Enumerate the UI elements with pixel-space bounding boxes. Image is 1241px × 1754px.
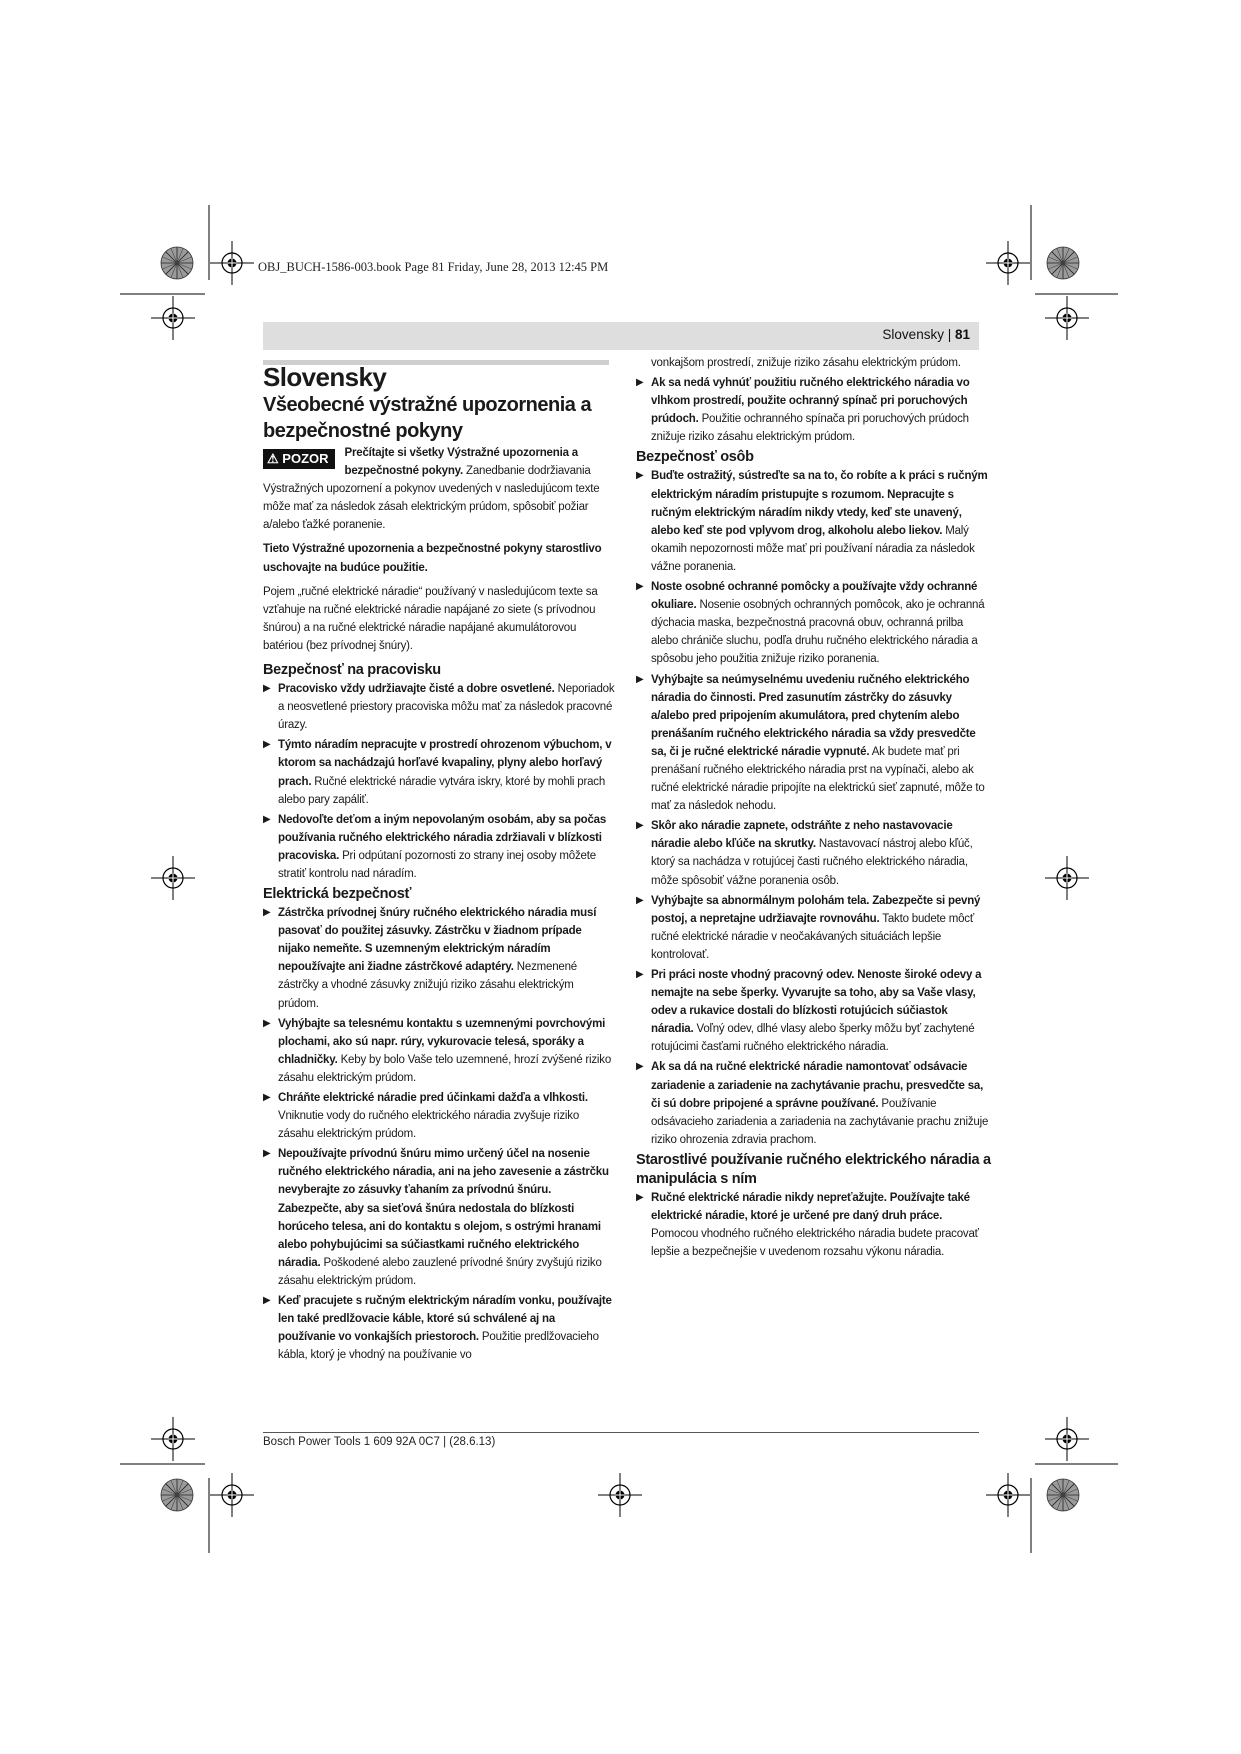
bullet-triangle-icon: ▶ <box>636 1061 644 1073</box>
term-definition: Pojem „ručné elektrické náradie“ používaný v nasledujúcom texte sa vzťahuje na ručné elektrické náradie napájané zo siete (s prívodnou šnúrou) a na ručné elektrické náradie napájané akumulátorovou batériou (bez prívodnej šnúry). <box>263 585 598 652</box>
item-text: Ručné elektrické náradie vytvára iskry, ktoré by mohli prach alebo pary zapáliť. <box>278 775 606 806</box>
item-text: Použitie ochranného spínača pri poruchových prúdoch znižuje riziko zásahu elektrickým prúdom. <box>651 413 969 444</box>
registration-mark <box>1045 296 1089 340</box>
item-text: Používanie odsávacieho zariadenia a zariadenia na zachytávanie prachu znižuje riziko ohrozenia zdravia prachom. <box>651 1097 989 1146</box>
list-item <box>636 374 992 446</box>
item-bold: Vyhýbajte sa neúmyselnému uvedeniu ručného elektrického náradia do činnosti. Pred zasunutím zástrčky do zásuvky a/alebo pred pripojením akumulátora, pred chytením alebo prenášaním ručného elektrického náradia sa vždy presvedčte sa, či je ručné elektrické náradie vypnuté. <box>651 673 976 758</box>
item-text: Nosenie osobných ochranných pomôcok, ako je ochranná dýchacia maska, bezpečnostná pracovná obuv, ochranná prilba alebo chrániče sluchu, podľa druhu ručného elektrického náradia a spôsobu jeho použitia znižuje riziko poranenia. <box>651 599 985 666</box>
list-item <box>263 680 615 734</box>
registration-mark <box>986 241 1030 285</box>
warning-triangle-icon: ⚠ <box>267 451 279 466</box>
bullet-triangle-icon: ▶ <box>263 1092 271 1103</box>
item-bold: Ručné elektrické náradie nikdy nepreťažujte. Používajte také elektrické náradie, ktoré je určené pre daný druh práce. <box>651 1191 970 1223</box>
persons-list <box>636 467 992 1148</box>
item-bold: Vyhýbajte sa abnormálnym polohám tela. Zabezpečte si pevný postoj, a nepretajne udržiavajte rovnováhu. <box>651 894 981 925</box>
bullet-triangle-icon: ▶ <box>263 1295 271 1307</box>
item-text: Keby by bolo Vaše telo uzemnené, hrozí zvýšené riziko zásahu elektrickým prúdom. <box>278 1053 612 1084</box>
bullet-triangle-icon: ▶ <box>636 969 644 980</box>
item-text: Nastavovací nástroj alebo kľúč, ktorý sa nachádza v rotujúcej časti ručného elektrického náradia, môže spôsobiť vážne poranenia osôb. <box>651 838 973 887</box>
color-target <box>161 247 193 279</box>
item-bold: Nedovoľte deťom a iným nepovolaným osobám, aby sa počas používania ručného elektrického náradia zdržiavali v blízkosti pracoviska. <box>278 813 607 862</box>
registration-mark <box>1045 856 1089 900</box>
registration-mark <box>210 241 254 285</box>
list-item <box>636 892 992 964</box>
print-slug: OBJ_BUCH-1586-003.book Page 81 Friday, June 28, 2013 12:45 PM <box>258 260 609 274</box>
bullet-triangle-icon: ▶ <box>636 470 644 482</box>
item-text: Nezmenené zástrčky a vhodné zásuvky znižujú riziko zásahu elektrickým prúdom. <box>278 961 577 1010</box>
registration-mark <box>151 296 195 340</box>
continuation-text: vonkajšom prostredí, znižuje riziko zásahu elektrickým prúdom. <box>651 357 961 369</box>
bullet-triangle-icon: ▶ <box>636 894 644 906</box>
list-item <box>636 671 992 816</box>
color-target <box>1047 1479 1079 1511</box>
warning-bold: Prečítajte si všetky Výstražné upozornenia a bezpečnostné pokyny. <box>344 447 578 478</box>
page-footer: Bosch Power Tools 1 609 92A 0C7 | (28.6.13) <box>263 1436 496 1448</box>
item-bold: Týmto náradím nepracujte v prostredí ohrozenom výbuchom, v ktorom sa nachádzajú horľavé kvapaliny, plyny alebo horľavý prach. <box>278 739 612 788</box>
list-item <box>636 578 992 668</box>
item-text: Malý okamih nepozornosti môže mať pri používaní náradia za následok vážne poranenia. <box>651 524 975 573</box>
list-item <box>263 1089 615 1143</box>
registration-mark <box>151 1417 195 1461</box>
item-text: Vniknutie vody do ručného elektrického náradia zvyšuje riziko zásahu elektrickým prúdom. <box>278 1110 580 1141</box>
bullet-triangle-icon: ▶ <box>636 673 644 685</box>
list-item <box>263 736 615 808</box>
registration-mark <box>1045 1417 1089 1461</box>
heading-electrical: Elektrická bezpečnosť <box>263 886 412 903</box>
bullet-triangle-icon: ▶ <box>263 1017 271 1029</box>
careful-list <box>636 1189 992 1261</box>
registration-mark <box>151 856 195 900</box>
color-target <box>1047 247 1079 279</box>
item-bold: Keď pracujete s ručným elektrickým náradím vonku, používajte len také predlžovacie káble, ktoré sú schválené aj na používanie vo vonkajších priestoroch. <box>278 1295 612 1344</box>
left-column <box>263 362 615 1366</box>
color-target <box>161 1479 193 1511</box>
warning-badge-label: POZOR <box>282 451 329 466</box>
item-bold: Noste osobné ochranné pomôcky a používajte vždy ochranné okuliare. <box>651 581 978 612</box>
item-text: Použitie predlžovacieho kábla, ktorý je vhodný na používanie vo <box>278 1331 599 1362</box>
list-item <box>263 811 615 883</box>
list-item <box>263 1292 615 1364</box>
item-text: Pomocou vhodného ručného elektrického náradia budete pracovať lepšie a bezpečnejšie v uvedenom rozsahu výkonu náradia. <box>651 1228 979 1259</box>
bullet-triangle-icon: ▶ <box>263 739 271 751</box>
list-item <box>636 817 992 889</box>
item-bold: Pri práci noste vhodný pracovný odev. Nenoste široké odevy a nemajte na sebe šperky. Vyvarujte sa toho, aby sa Vaše vlasy, odev a rukavice dostali do blízkosti rotujúcich súčiastok náradia. <box>651 969 982 1036</box>
item-text: Pri odpútaní pozornosti zo strany inej osoby môžete stratiť kontrolu nad náradím. <box>278 849 596 880</box>
item-bold: Vyhýbajte sa telesnému kontaktu s uzemnenými povrchovými plochami, ako sú napr. rúry, vykurovacie telesá, sporáky a chladničky. <box>278 1017 606 1066</box>
bullet-triangle-icon: ▶ <box>263 907 271 919</box>
heading-workplace: Bezpečnosť na pracovisku <box>263 662 441 679</box>
heading-persons: Bezpečnosť osôb <box>636 449 754 466</box>
list-item <box>636 467 992 576</box>
page-title: Slovensky <box>263 362 387 392</box>
list-item <box>636 966 992 1056</box>
warning-paragraph <box>263 444 615 534</box>
page-header-bar <box>263 322 979 350</box>
item-text: Takto budete môcť ručné elektrické náradie v neočakávaných situáciách lepšie kontrolovať. <box>651 912 974 961</box>
item-bold: Pracovisko vždy udržiavajte čisté a dobre osvetlené. <box>278 683 555 696</box>
item-bold: Skôr ako náradie zapnete, odstráňte z neho nastavovacie náradie alebo kľúče na skrutky. <box>651 820 953 851</box>
registration-mark <box>598 1473 642 1517</box>
keep-instructions <box>263 540 615 576</box>
section-title: Všeobecné výstražné upozornenia a bezpečnostné pokyny <box>263 394 592 442</box>
registration-mark <box>986 1473 1030 1517</box>
item-bold: Zástrčka prívodnej šnúry ručného elektrického náradia musí pasovať do použitej zásuvky. Zástrčku v žiadnom prípade nijako nemeňte. S uzemneným elektrickým náradím nepoužívajte ani žiadne zástrčkové adaptéry. <box>278 907 597 974</box>
item-bold: Chráňte elektrické náradie pred účinkami dažďa a vlhkosti. <box>278 1092 588 1104</box>
page-header: Slovensky | 81 <box>882 327 970 342</box>
workplace-list <box>263 680 615 883</box>
list-item <box>263 1015 615 1087</box>
bullet-triangle-icon: ▶ <box>263 1148 271 1160</box>
item-text: Poškodené alebo zauzlené prívodné šnúry zvyšujú riziko zásahu elektrickým prúdom. <box>278 1256 602 1287</box>
item-text: Neporiadok a neosvetlené priestory pracoviska môžu mať za následok pracovné úrazy. <box>278 683 615 732</box>
warning-badge <box>263 449 335 469</box>
page-number: 81 <box>954 327 970 342</box>
item-bold: Ak sa dá na ručné elektrické náradie namontovať odsávacie zariadenie a zariadenie na zachytávanie prachu, presvedčte sa, či sú dobre pripojené a správne používané. <box>651 1061 984 1110</box>
list-item <box>263 904 615 1013</box>
bullet-triangle-icon: ▶ <box>263 813 271 825</box>
bullet-triangle-icon: ▶ <box>636 820 644 832</box>
keep-bold: Tieto Výstražné upozornenia a bezpečnostné pokyny starostlivo uschovajte na budúce použitie. <box>263 543 602 574</box>
warning-text: Zanedbanie dodržiavania Výstražných upozornení a pokynov uvedených v nasledujúcom texte môže mať za následok zásah elektrickým prúdom, spôsobiť požiar a/alebo ťažké poranenie. <box>263 465 600 532</box>
electrical-list <box>263 904 615 1364</box>
item-bold: Nepoužívajte prívodnú šnúru mimo určený účel na nosenie ručného elektrického náradia, ani na jeho zavesenie a zástrčku nevyberajte zo zásuvky ťahaním za prívodnú šnúru. Zabezpečte, aby sa sieťová šnúra nedostala do blízkosti horúceho telesa, ani do kontaktu s olejom, s ostrými hranami alebo pohybujúcimi sa súčiastkami ručného elektrického náradia. <box>278 1148 609 1269</box>
bullet-triangle-icon: ▶ <box>263 683 271 695</box>
footer-rule <box>263 1432 979 1433</box>
list-item <box>636 1058 992 1148</box>
bullet-triangle-icon: ▶ <box>636 1191 644 1203</box>
registration-mark <box>210 1473 254 1517</box>
item-text: Ak budete mať pri prenášaní ručného elektrického náradia prst na vypínači, alebo ak ručné elektrické náradie pripojíte na elektrickú sieť zapnuté, môže to mať za následok nehodu. <box>651 745 985 813</box>
bullet-triangle-icon: ▶ <box>636 377 644 389</box>
header-language: Slovensky <box>882 327 944 342</box>
list-item <box>263 1145 615 1290</box>
heading-careful-use: Starostlivé používanie ručného elektrického náradia a manipulácia s ním <box>636 1151 991 1187</box>
item-bold: Buďte ostražitý, sústreďte sa na to, čo robíte a k práci s ručným elektrickým náradím pristupujte s rozumom. Nepracujte s ručným elektrickým náradím nikdy vtedy, keď ste unavený, alebo keď ste pod vplyvom drog, alkoholu alebo liekov. <box>651 470 988 537</box>
list-item <box>636 1189 992 1261</box>
right-column <box>636 354 992 1263</box>
bullet-triangle-icon: ▶ <box>636 581 644 593</box>
item-text: Voľný odev, dlhé vlasy alebo šperky môžu byť zachytené rotujúcimi časťami ručného elektrického náradia. <box>651 1023 975 1054</box>
item-bold: Ak sa nedá vyhnúť použitiu ručného elektrického náradia vo vlhkom prostredí, použite ochranný spínač pri poruchových prúdoch. <box>651 377 970 426</box>
